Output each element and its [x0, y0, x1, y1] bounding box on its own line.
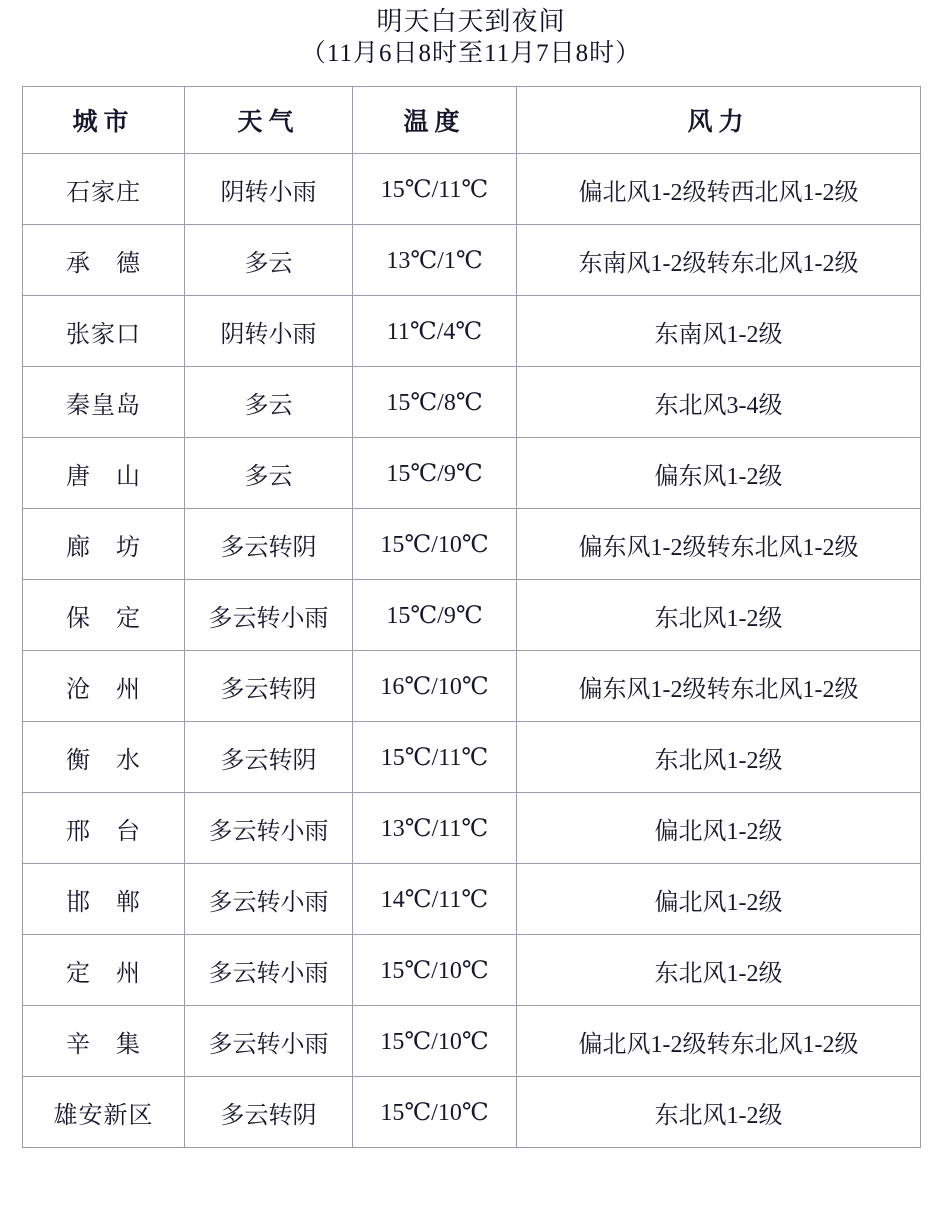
cell-weather: 多云转阴 — [185, 1077, 353, 1148]
cell-temperature: 15℃/10℃ — [353, 935, 517, 1006]
cell-city: 衡 水 — [23, 722, 185, 793]
cell-weather: 多云转小雨 — [185, 1006, 353, 1077]
cell-city: 张家口 — [23, 296, 185, 367]
cell-wind: 东北风1-2级 — [517, 580, 921, 651]
cell-weather: 多云转阴 — [185, 722, 353, 793]
cell-city: 秦皇岛 — [23, 367, 185, 438]
cell-wind: 东南风1-2级 — [517, 296, 921, 367]
cell-temperature: 11℃/4℃ — [353, 296, 517, 367]
table-row — [23, 651, 921, 722]
table-row — [23, 438, 921, 509]
cell-wind: 东北风3-4级 — [517, 367, 921, 438]
title-block — [0, 0, 942, 70]
table-row — [23, 296, 921, 367]
cell-wind: 东北风1-2级 — [517, 722, 921, 793]
cell-wind: 东北风1-2级 — [517, 1077, 921, 1148]
cell-city: 唐 山 — [23, 438, 185, 509]
cell-city: 邢 台 — [23, 793, 185, 864]
cell-wind: 东南风1-2级转东北风1-2级 — [517, 225, 921, 296]
cell-wind: 东北风1-2级 — [517, 935, 921, 1006]
cell-wind: 偏北风1-2级转东北风1-2级 — [517, 1006, 921, 1077]
cell-city: 沧 州 — [23, 651, 185, 722]
table-row — [23, 225, 921, 296]
cell-weather: 多云转小雨 — [185, 580, 353, 651]
cell-temperature: 15℃/11℃ — [353, 154, 517, 225]
column-header-weather: 天气 — [185, 87, 353, 154]
cell-temperature: 15℃/10℃ — [353, 509, 517, 580]
cell-temperature: 15℃/9℃ — [353, 580, 517, 651]
table-row — [23, 1077, 921, 1148]
table-row — [23, 367, 921, 438]
cell-temperature: 15℃/8℃ — [353, 367, 517, 438]
cell-temperature: 14℃/11℃ — [353, 864, 517, 935]
cell-city: 辛 集 — [23, 1006, 185, 1077]
table-row — [23, 1006, 921, 1077]
weather-table — [22, 86, 921, 1148]
cell-temperature: 15℃/10℃ — [353, 1006, 517, 1077]
column-header-wind: 风力 — [517, 87, 921, 154]
cell-wind: 偏东风1-2级转东北风1-2级 — [517, 651, 921, 722]
cell-temperature: 15℃/11℃ — [353, 722, 517, 793]
cell-weather: 多云 — [185, 367, 353, 438]
weather-table-container — [0, 70, 942, 1148]
cell-weather: 多云转小雨 — [185, 864, 353, 935]
table-row — [23, 580, 921, 651]
cell-wind: 偏北风1-2级 — [517, 793, 921, 864]
table-row — [23, 509, 921, 580]
cell-weather: 多云转小雨 — [185, 793, 353, 864]
table-header-row — [23, 87, 921, 154]
cell-city: 承 德 — [23, 225, 185, 296]
column-header-city: 城市 — [23, 87, 185, 154]
cell-temperature: 13℃/1℃ — [353, 225, 517, 296]
page-title: 明天白天到夜间 — [376, 7, 566, 36]
table-row — [23, 935, 921, 1006]
cell-city: 石家庄 — [23, 154, 185, 225]
cell-wind: 偏东风1-2级转东北风1-2级 — [517, 509, 921, 580]
cell-city: 雄安新区 — [23, 1077, 185, 1148]
cell-city: 廊 坊 — [23, 509, 185, 580]
table-body — [23, 154, 921, 1148]
cell-weather: 多云 — [185, 438, 353, 509]
cell-weather: 阴转小雨 — [185, 154, 353, 225]
cell-wind: 偏北风1-2级 — [517, 864, 921, 935]
cell-weather: 多云转阴 — [185, 509, 353, 580]
cell-temperature: 15℃/10℃ — [353, 1077, 517, 1148]
cell-temperature: 16℃/10℃ — [353, 651, 517, 722]
table-header — [23, 87, 921, 154]
table-row — [23, 793, 921, 864]
cell-weather: 多云转小雨 — [185, 935, 353, 1006]
cell-temperature: 15℃/9℃ — [353, 438, 517, 509]
table-row — [23, 864, 921, 935]
cell-temperature: 13℃/11℃ — [353, 793, 517, 864]
cell-weather: 阴转小雨 — [185, 296, 353, 367]
page-subtitle: （11月6日8时至11月7日8时） — [300, 40, 642, 67]
cell-city: 保 定 — [23, 580, 185, 651]
table-row — [23, 722, 921, 793]
cell-wind: 偏东风1-2级 — [517, 438, 921, 509]
column-header-temperature: 温度 — [353, 87, 517, 154]
cell-wind: 偏北风1-2级转西北风1-2级 — [517, 154, 921, 225]
table-row — [23, 154, 921, 225]
cell-weather: 多云转阴 — [185, 651, 353, 722]
cell-city: 定 州 — [23, 935, 185, 1006]
cell-weather: 多云 — [185, 225, 353, 296]
cell-city: 邯 郸 — [23, 864, 185, 935]
